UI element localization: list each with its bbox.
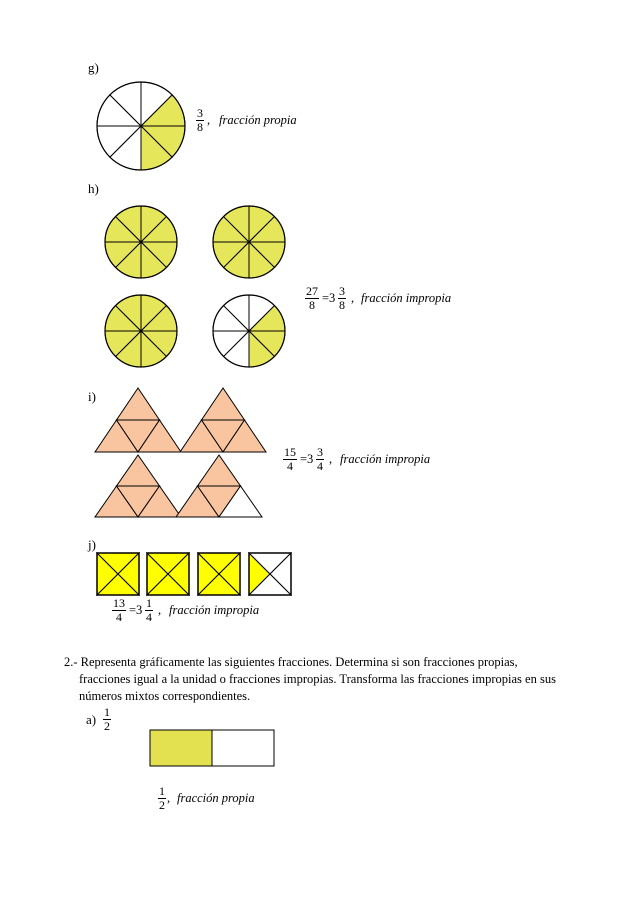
equals-h: =3 <box>322 291 336 305</box>
fraction-h-den: 8 <box>309 298 315 312</box>
equals-i: =3 <box>300 452 314 466</box>
fraction-g-num: 3 <box>197 106 203 120</box>
result-a-den: 2 <box>159 798 165 812</box>
label-h: h) <box>88 181 99 196</box>
equals-j: =3 <box>129 603 143 617</box>
comma-h: , <box>351 291 355 305</box>
result-fraction-a <box>158 785 166 812</box>
fraction-j <box>112 597 126 624</box>
label-g: g) <box>88 60 99 75</box>
mixed-j-den: 4 <box>146 610 152 624</box>
comma-i: , <box>329 452 333 466</box>
mixed-h-num: 3 <box>339 284 345 298</box>
desc-j: fracción impropia <box>169 603 260 617</box>
triangle-i-4-piece <box>198 455 241 486</box>
mixed-i-den: 4 <box>317 459 323 473</box>
triangle-i-3-piece <box>117 455 160 486</box>
fraction-g-den: 8 <box>197 120 203 134</box>
comma-g: , <box>207 113 211 127</box>
rectangle-a-shaded-half <box>150 730 212 766</box>
fraction-g <box>196 107 204 134</box>
fraction-a-den: 2 <box>104 719 110 733</box>
label-a: a) <box>86 712 97 727</box>
fraction-a-num: 1 <box>104 705 110 719</box>
fraction-i <box>283 446 297 473</box>
fraction-i-den: 4 <box>287 459 293 473</box>
question-2-line-2: fracciones igual a la unidad o fracciones impropias. Transforma las fracciones impropias en sus <box>79 672 556 686</box>
mixed-fraction-j <box>145 597 153 624</box>
comma-a: , <box>167 791 171 805</box>
triangle-i-2-piece <box>202 388 245 420</box>
mixed-j-num: 1 <box>146 596 152 610</box>
mixed-fraction-h <box>338 285 346 312</box>
desc-i: fracción impropia <box>340 452 431 466</box>
rectangle-a-empty-half <box>212 730 274 766</box>
question-2-line-3: números mixtos correspondientes. <box>79 689 251 703</box>
result-a-num: 1 <box>159 784 165 798</box>
fraction-h-num: 27 <box>306 284 318 298</box>
label-i: i) <box>88 389 96 404</box>
fraction-j-den: 4 <box>116 610 122 624</box>
mixed-i-num: 3 <box>317 445 323 459</box>
triangle-i-1-piece <box>117 388 160 420</box>
fraction-j-num: 13 <box>113 596 125 610</box>
desc-a: fracción propia <box>177 791 255 805</box>
label-j: j) <box>88 537 96 552</box>
fraction-h <box>305 285 319 312</box>
question-2-line-1: 2.- Representa gráficamente las siguientes fracciones. Determina si son fracciones propias, <box>64 655 518 669</box>
mixed-h-den: 8 <box>339 298 345 312</box>
desc-g: fracción propia <box>219 113 297 127</box>
fraction-i-num: 15 <box>284 445 296 459</box>
desc-h: fracción impropia <box>361 291 452 305</box>
mixed-fraction-i <box>316 446 324 473</box>
comma-j: , <box>158 603 162 617</box>
fraction-a <box>103 706 111 733</box>
